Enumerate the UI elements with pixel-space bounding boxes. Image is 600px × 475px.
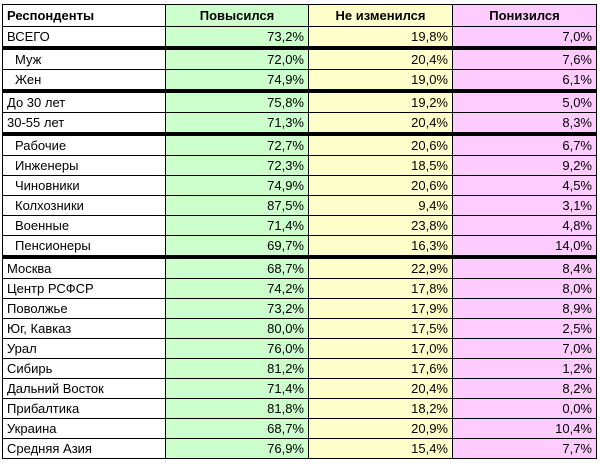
value-decreased: 8,0% xyxy=(453,279,597,299)
value-unchanged: 20,9% xyxy=(309,419,453,439)
row-label: Прибалтика xyxy=(3,399,166,419)
header-respondents: Респонденты xyxy=(3,5,166,27)
value-increased: 68,7% xyxy=(166,257,309,279)
value-decreased: 6,7% xyxy=(453,134,597,156)
value-increased: 72,3% xyxy=(166,156,309,176)
value-unchanged: 19,8% xyxy=(309,27,453,49)
value-increased: 75,8% xyxy=(166,91,309,113)
value-decreased: 8,4% xyxy=(453,257,597,279)
row-label: Центр РСФСР xyxy=(3,279,166,299)
value-increased: 71,4% xyxy=(166,216,309,236)
table-row xyxy=(3,134,597,156)
table-row xyxy=(3,91,597,113)
value-unchanged: 16,3% xyxy=(309,236,453,258)
value-decreased: 4,5% xyxy=(453,176,597,196)
value-decreased: 3,1% xyxy=(453,196,597,216)
table-row xyxy=(3,156,597,176)
value-decreased: 7,0% xyxy=(453,339,597,359)
table-row xyxy=(3,299,597,319)
value-unchanged: 20,6% xyxy=(309,176,453,196)
value-decreased: 9,2% xyxy=(453,156,597,176)
row-label: Дальний Восток xyxy=(3,379,166,399)
table-row xyxy=(3,419,597,439)
value-increased: 74,9% xyxy=(166,70,309,92)
row-label: Москва xyxy=(3,257,166,279)
table-row xyxy=(3,70,597,92)
table-row xyxy=(3,279,597,299)
value-increased: 76,0% xyxy=(166,339,309,359)
value-unchanged: 18,2% xyxy=(309,399,453,419)
value-decreased: 6,1% xyxy=(453,70,597,92)
value-increased: 80,0% xyxy=(166,319,309,339)
row-label: Жен xyxy=(3,70,166,92)
table-row xyxy=(3,439,597,459)
value-increased: 72,0% xyxy=(166,48,309,70)
value-unchanged: 17,5% xyxy=(309,319,453,339)
table-row xyxy=(3,236,597,258)
header-decreased: Понизился xyxy=(453,5,597,27)
value-decreased: 8,3% xyxy=(453,113,597,135)
value-decreased: 10,4% xyxy=(453,419,597,439)
value-increased: 73,2% xyxy=(166,27,309,49)
value-unchanged: 20,4% xyxy=(309,48,453,70)
row-label: До 30 лет xyxy=(3,91,166,113)
row-label: Инженеры xyxy=(3,156,166,176)
value-increased: 74,2% xyxy=(166,279,309,299)
table-body xyxy=(3,27,597,459)
table-row xyxy=(3,27,597,49)
row-label: Колхозники xyxy=(3,196,166,216)
table-row xyxy=(3,113,597,135)
table-row xyxy=(3,196,597,216)
value-increased: 71,3% xyxy=(166,113,309,135)
row-label: Поволжье xyxy=(3,299,166,319)
value-increased: 68,7% xyxy=(166,419,309,439)
value-decreased: 7,6% xyxy=(453,48,597,70)
table-row xyxy=(3,216,597,236)
value-decreased: 0,0% xyxy=(453,399,597,419)
row-label: Рабочие xyxy=(3,134,166,156)
row-label: Военные xyxy=(3,216,166,236)
table-row xyxy=(3,359,597,379)
value-unchanged: 19,0% xyxy=(309,70,453,92)
value-unchanged: 17,6% xyxy=(309,359,453,379)
value-unchanged: 22,9% xyxy=(309,257,453,279)
value-unchanged: 9,4% xyxy=(309,196,453,216)
table-row xyxy=(3,399,597,419)
header-increased: Повысился xyxy=(166,5,309,27)
value-unchanged: 20,4% xyxy=(309,379,453,399)
row-label: 30-55 лет xyxy=(3,113,166,135)
table-header xyxy=(3,5,597,27)
header-unchanged: Не изменился xyxy=(309,5,453,27)
value-decreased: 7,7% xyxy=(453,439,597,459)
value-decreased: 4,8% xyxy=(453,216,597,236)
table-row xyxy=(3,48,597,70)
value-increased: 72,7% xyxy=(166,134,309,156)
survey-table xyxy=(2,4,597,459)
value-decreased: 1,2% xyxy=(453,359,597,379)
value-increased: 81,2% xyxy=(166,359,309,379)
value-increased: 81,8% xyxy=(166,399,309,419)
value-unchanged: 17,9% xyxy=(309,299,453,319)
row-label: ВСЕГО xyxy=(3,27,166,49)
row-label: Сибирь xyxy=(3,359,166,379)
value-decreased: 7,0% xyxy=(453,27,597,49)
row-label: Украина xyxy=(3,419,166,439)
value-unchanged: 20,4% xyxy=(309,113,453,135)
row-label: Пенсионеры xyxy=(3,236,166,258)
value-increased: 73,2% xyxy=(166,299,309,319)
table-row xyxy=(3,257,597,279)
table-row xyxy=(3,379,597,399)
value-unchanged: 19,2% xyxy=(309,91,453,113)
table-row xyxy=(3,339,597,359)
value-decreased: 8,9% xyxy=(453,299,597,319)
value-increased: 74,9% xyxy=(166,176,309,196)
value-unchanged: 15,4% xyxy=(309,439,453,459)
row-label: Чиновники xyxy=(3,176,166,196)
table-row xyxy=(3,319,597,339)
value-unchanged: 23,8% xyxy=(309,216,453,236)
value-unchanged: 17,0% xyxy=(309,339,453,359)
row-label: Урал xyxy=(3,339,166,359)
value-unchanged: 18,5% xyxy=(309,156,453,176)
value-increased: 69,7% xyxy=(166,236,309,258)
header-row xyxy=(3,5,597,27)
value-increased: 71,4% xyxy=(166,379,309,399)
value-increased: 87,5% xyxy=(166,196,309,216)
row-label: Юг, Кавказ xyxy=(3,319,166,339)
table-row xyxy=(3,176,597,196)
row-label: Муж xyxy=(3,48,166,70)
value-decreased: 5,0% xyxy=(453,91,597,113)
row-label: Средняя Азия xyxy=(3,439,166,459)
value-decreased: 14,0% xyxy=(453,236,597,258)
value-decreased: 2,5% xyxy=(453,319,597,339)
value-unchanged: 17,8% xyxy=(309,279,453,299)
value-increased: 76,9% xyxy=(166,439,309,459)
value-unchanged: 20,6% xyxy=(309,134,453,156)
value-decreased: 8,2% xyxy=(453,379,597,399)
